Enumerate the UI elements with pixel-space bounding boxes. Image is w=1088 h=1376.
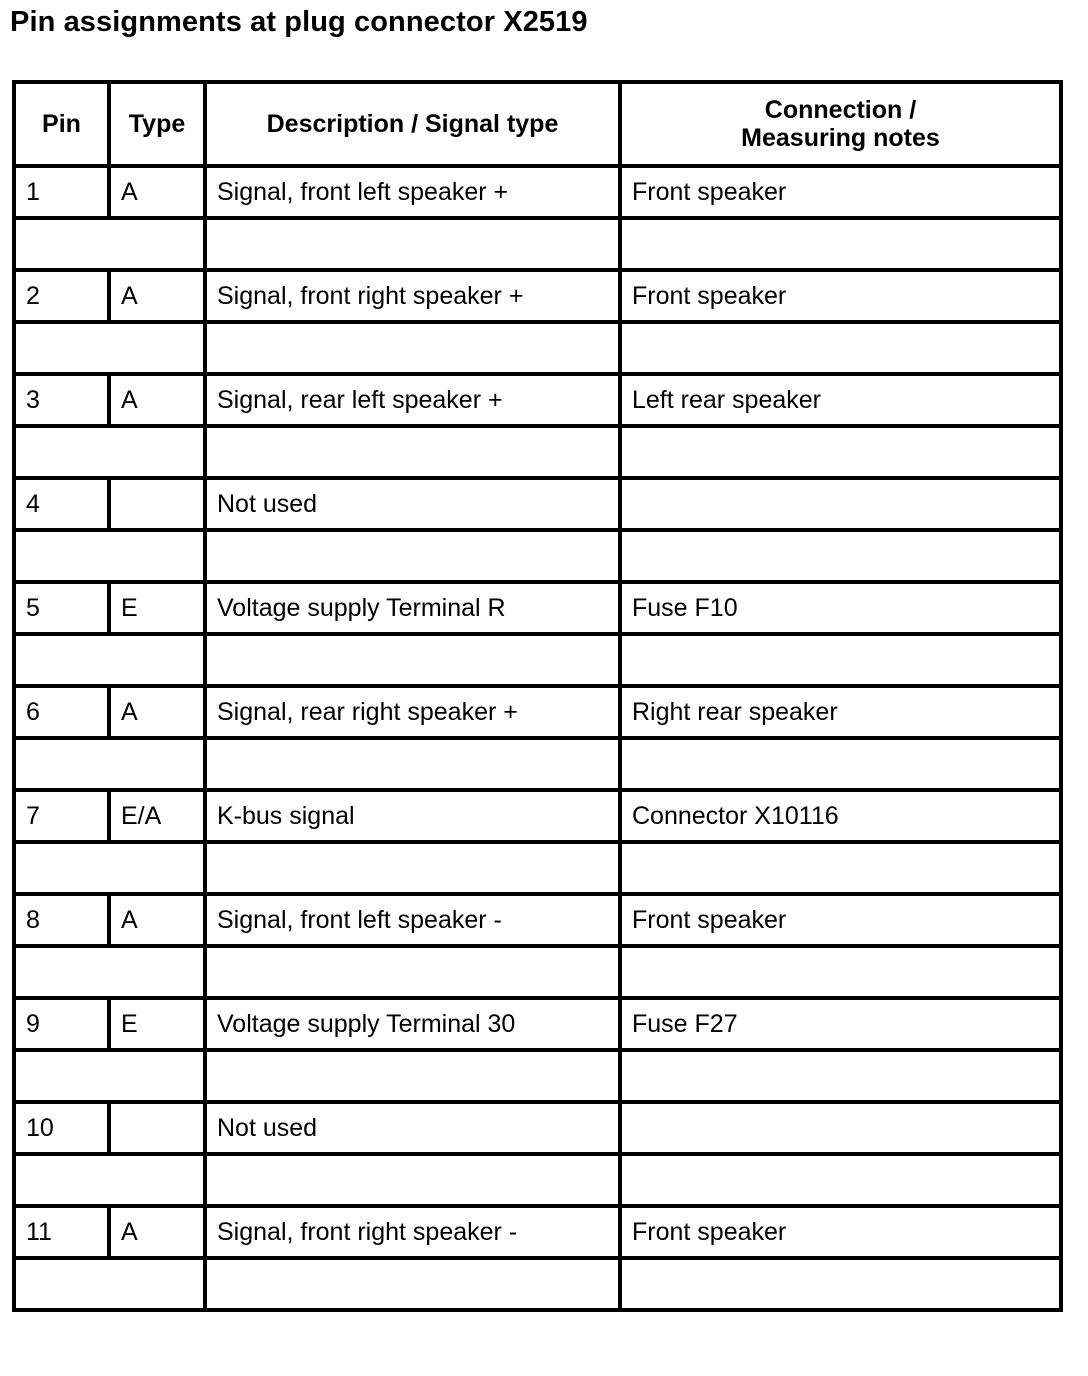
- spacer-cell: [14, 1258, 205, 1310]
- cell-description: Signal, front right speaker -: [205, 1206, 620, 1258]
- spacer-cell: [620, 634, 1061, 686]
- table-row: [14, 166, 1061, 218]
- cell-description: Signal, rear left speaker +: [205, 374, 620, 426]
- table-row: [14, 374, 1061, 426]
- spacer-cell: [14, 634, 205, 686]
- cell-description: Signal, front left speaker -: [205, 894, 620, 946]
- cell-pin: 3: [14, 374, 109, 426]
- cell-description: Not used: [205, 1102, 620, 1154]
- spacer-cell: [205, 218, 620, 270]
- spacer-row: [14, 218, 1061, 270]
- cell-pin: 8: [14, 894, 109, 946]
- cell-pin: 2: [14, 270, 109, 322]
- spacer-cell: [205, 1050, 620, 1102]
- cell-type: A: [109, 374, 205, 426]
- cell-type: [109, 478, 205, 530]
- spacer-cell: [14, 1154, 205, 1206]
- cell-type: E: [109, 582, 205, 634]
- cell-pin: 9: [14, 998, 109, 1050]
- cell-pin: 10: [14, 1102, 109, 1154]
- cell-type: A: [109, 166, 205, 218]
- cell-type: [109, 1102, 205, 1154]
- spacer-row: [14, 530, 1061, 582]
- pin-assignment-table: [12, 80, 1063, 1312]
- cell-connection: Fuse F27: [620, 998, 1061, 1050]
- spacer-row: [14, 426, 1061, 478]
- cell-pin: 6: [14, 686, 109, 738]
- header-pin: Pin: [14, 82, 109, 166]
- spacer-cell: [14, 1050, 205, 1102]
- spacer-row: [14, 634, 1061, 686]
- spacer-cell: [14, 842, 205, 894]
- spacer-cell: [14, 426, 205, 478]
- spacer-cell: [205, 322, 620, 374]
- table-row: [14, 790, 1061, 842]
- spacer-row: [14, 842, 1061, 894]
- table-row: [14, 686, 1061, 738]
- spacer-cell: [205, 1154, 620, 1206]
- cell-type: A: [109, 894, 205, 946]
- cell-connection: Front speaker: [620, 1206, 1061, 1258]
- cell-description: Signal, front right speaker +: [205, 270, 620, 322]
- cell-type: A: [109, 270, 205, 322]
- cell-type: A: [109, 686, 205, 738]
- spacer-cell: [620, 218, 1061, 270]
- spacer-cell: [620, 530, 1061, 582]
- spacer-cell: [620, 1154, 1061, 1206]
- table-row: [14, 1206, 1061, 1258]
- spacer-cell: [620, 738, 1061, 790]
- table-row: [14, 582, 1061, 634]
- spacer-cell: [620, 1258, 1061, 1310]
- spacer-row: [14, 738, 1061, 790]
- cell-pin: 5: [14, 582, 109, 634]
- cell-description: Voltage supply Terminal R: [205, 582, 620, 634]
- spacer-cell: [14, 738, 205, 790]
- cell-pin: 7: [14, 790, 109, 842]
- page-title: Pin assignments at plug connector X2519: [10, 6, 588, 38]
- spacer-cell: [205, 738, 620, 790]
- table-row: [14, 998, 1061, 1050]
- cell-connection: [620, 478, 1061, 530]
- table-row: [14, 894, 1061, 946]
- spacer-cell: [205, 842, 620, 894]
- cell-pin: 11: [14, 1206, 109, 1258]
- cell-pin: 4: [14, 478, 109, 530]
- spacer-cell: [205, 634, 620, 686]
- spacer-cell: [620, 322, 1061, 374]
- cell-connection: Left rear speaker: [620, 374, 1061, 426]
- cell-type: E/A: [109, 790, 205, 842]
- spacer-cell: [14, 946, 205, 998]
- cell-connection: Front speaker: [620, 166, 1061, 218]
- spacer-cell: [620, 946, 1061, 998]
- table-row: [14, 478, 1061, 530]
- spacer-cell: [205, 946, 620, 998]
- spacer-cell: [205, 426, 620, 478]
- spacer-cell: [14, 322, 205, 374]
- spacer-cell: [620, 426, 1061, 478]
- cell-pin: 1: [14, 166, 109, 218]
- cell-type: A: [109, 1206, 205, 1258]
- cell-description: Signal, rear right speaker +: [205, 686, 620, 738]
- spacer-row: [14, 322, 1061, 374]
- cell-connection: Fuse F10: [620, 582, 1061, 634]
- spacer-cell: [205, 530, 620, 582]
- spacer-row: [14, 1050, 1061, 1102]
- header-connection-line2: Measuring notes: [741, 124, 940, 152]
- cell-description: K-bus signal: [205, 790, 620, 842]
- header-connection-line1: Connection /: [764, 96, 917, 124]
- cell-connection: Right rear speaker: [620, 686, 1061, 738]
- spacer-cell: [14, 218, 205, 270]
- spacer-cell: [14, 530, 205, 582]
- header-row: [14, 82, 1061, 166]
- cell-description: Voltage supply Terminal 30: [205, 998, 620, 1050]
- cell-description: Signal, front left speaker +: [205, 166, 620, 218]
- header-connection: [620, 82, 1061, 166]
- spacer-row: [14, 1154, 1061, 1206]
- cell-connection: Front speaker: [620, 270, 1061, 322]
- table-row: [14, 270, 1061, 322]
- table-row: [14, 1102, 1061, 1154]
- header-description: Description / Signal type: [205, 82, 620, 166]
- spacer-row: [14, 1258, 1061, 1310]
- spacer-cell: [205, 1258, 620, 1310]
- spacer-cell: [620, 842, 1061, 894]
- cell-connection: [620, 1102, 1061, 1154]
- spacer-cell: [620, 1050, 1061, 1102]
- cell-type: E: [109, 998, 205, 1050]
- spacer-row: [14, 946, 1061, 998]
- cell-connection: Connector X10116: [620, 790, 1061, 842]
- cell-connection: Front speaker: [620, 894, 1061, 946]
- header-type: Type: [109, 82, 205, 166]
- cell-description: Not used: [205, 478, 620, 530]
